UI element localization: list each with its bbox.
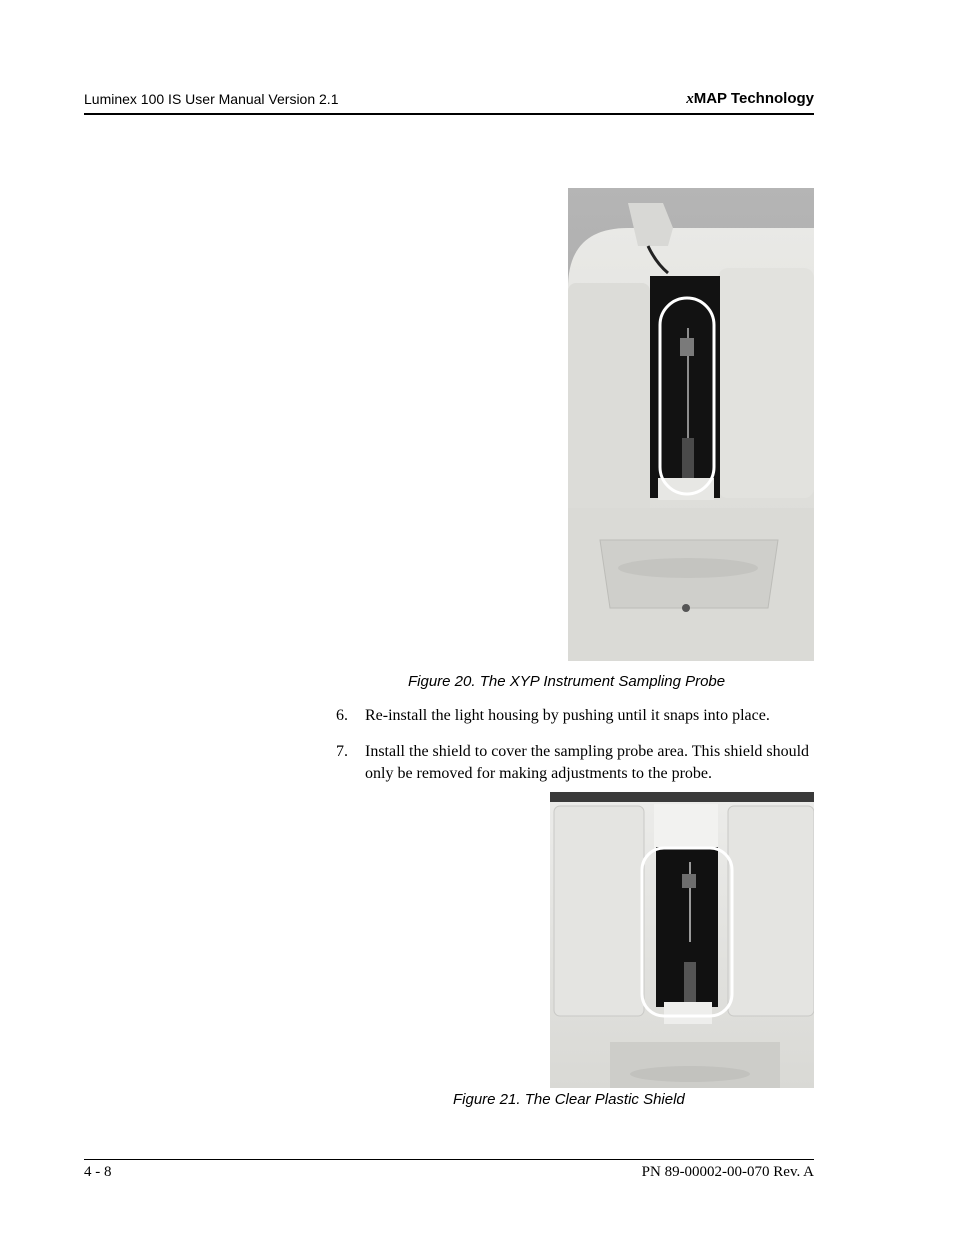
header-brand	[686, 90, 814, 108]
figure-21-caption: Figure 21. The Clear Plastic Shield	[453, 1091, 685, 1108]
step-7-text: Install the shield to cover the sampling probe area. This shield should only be removed for making adjustments to the probe.	[365, 743, 810, 782]
step-7-number: 7.	[336, 743, 348, 760]
header-brand-rest: MAP Technology	[693, 90, 814, 107]
footer-rule	[84, 1159, 814, 1160]
step-6-text: Re-install the light housing by pushing until it snaps into place.	[365, 707, 770, 724]
figure-20-photo	[568, 188, 814, 661]
step-6-number: 6.	[336, 707, 348, 724]
footer-part-number: PN 89-00002-00-070 Rev. A	[641, 1164, 814, 1180]
header-rule	[84, 113, 814, 115]
figure-21-photo	[550, 792, 814, 1088]
step-7	[336, 741, 814, 785]
step-6	[336, 705, 814, 727]
figure-20-caption: Figure 20. The XYP Instrument Sampling Probe	[408, 673, 726, 690]
header-brand-prefix: x	[686, 91, 694, 107]
footer-page-number: 4 - 8	[84, 1164, 112, 1180]
header-manual-title: Luminex 100 IS User Manual Version 2.1	[84, 91, 339, 107]
